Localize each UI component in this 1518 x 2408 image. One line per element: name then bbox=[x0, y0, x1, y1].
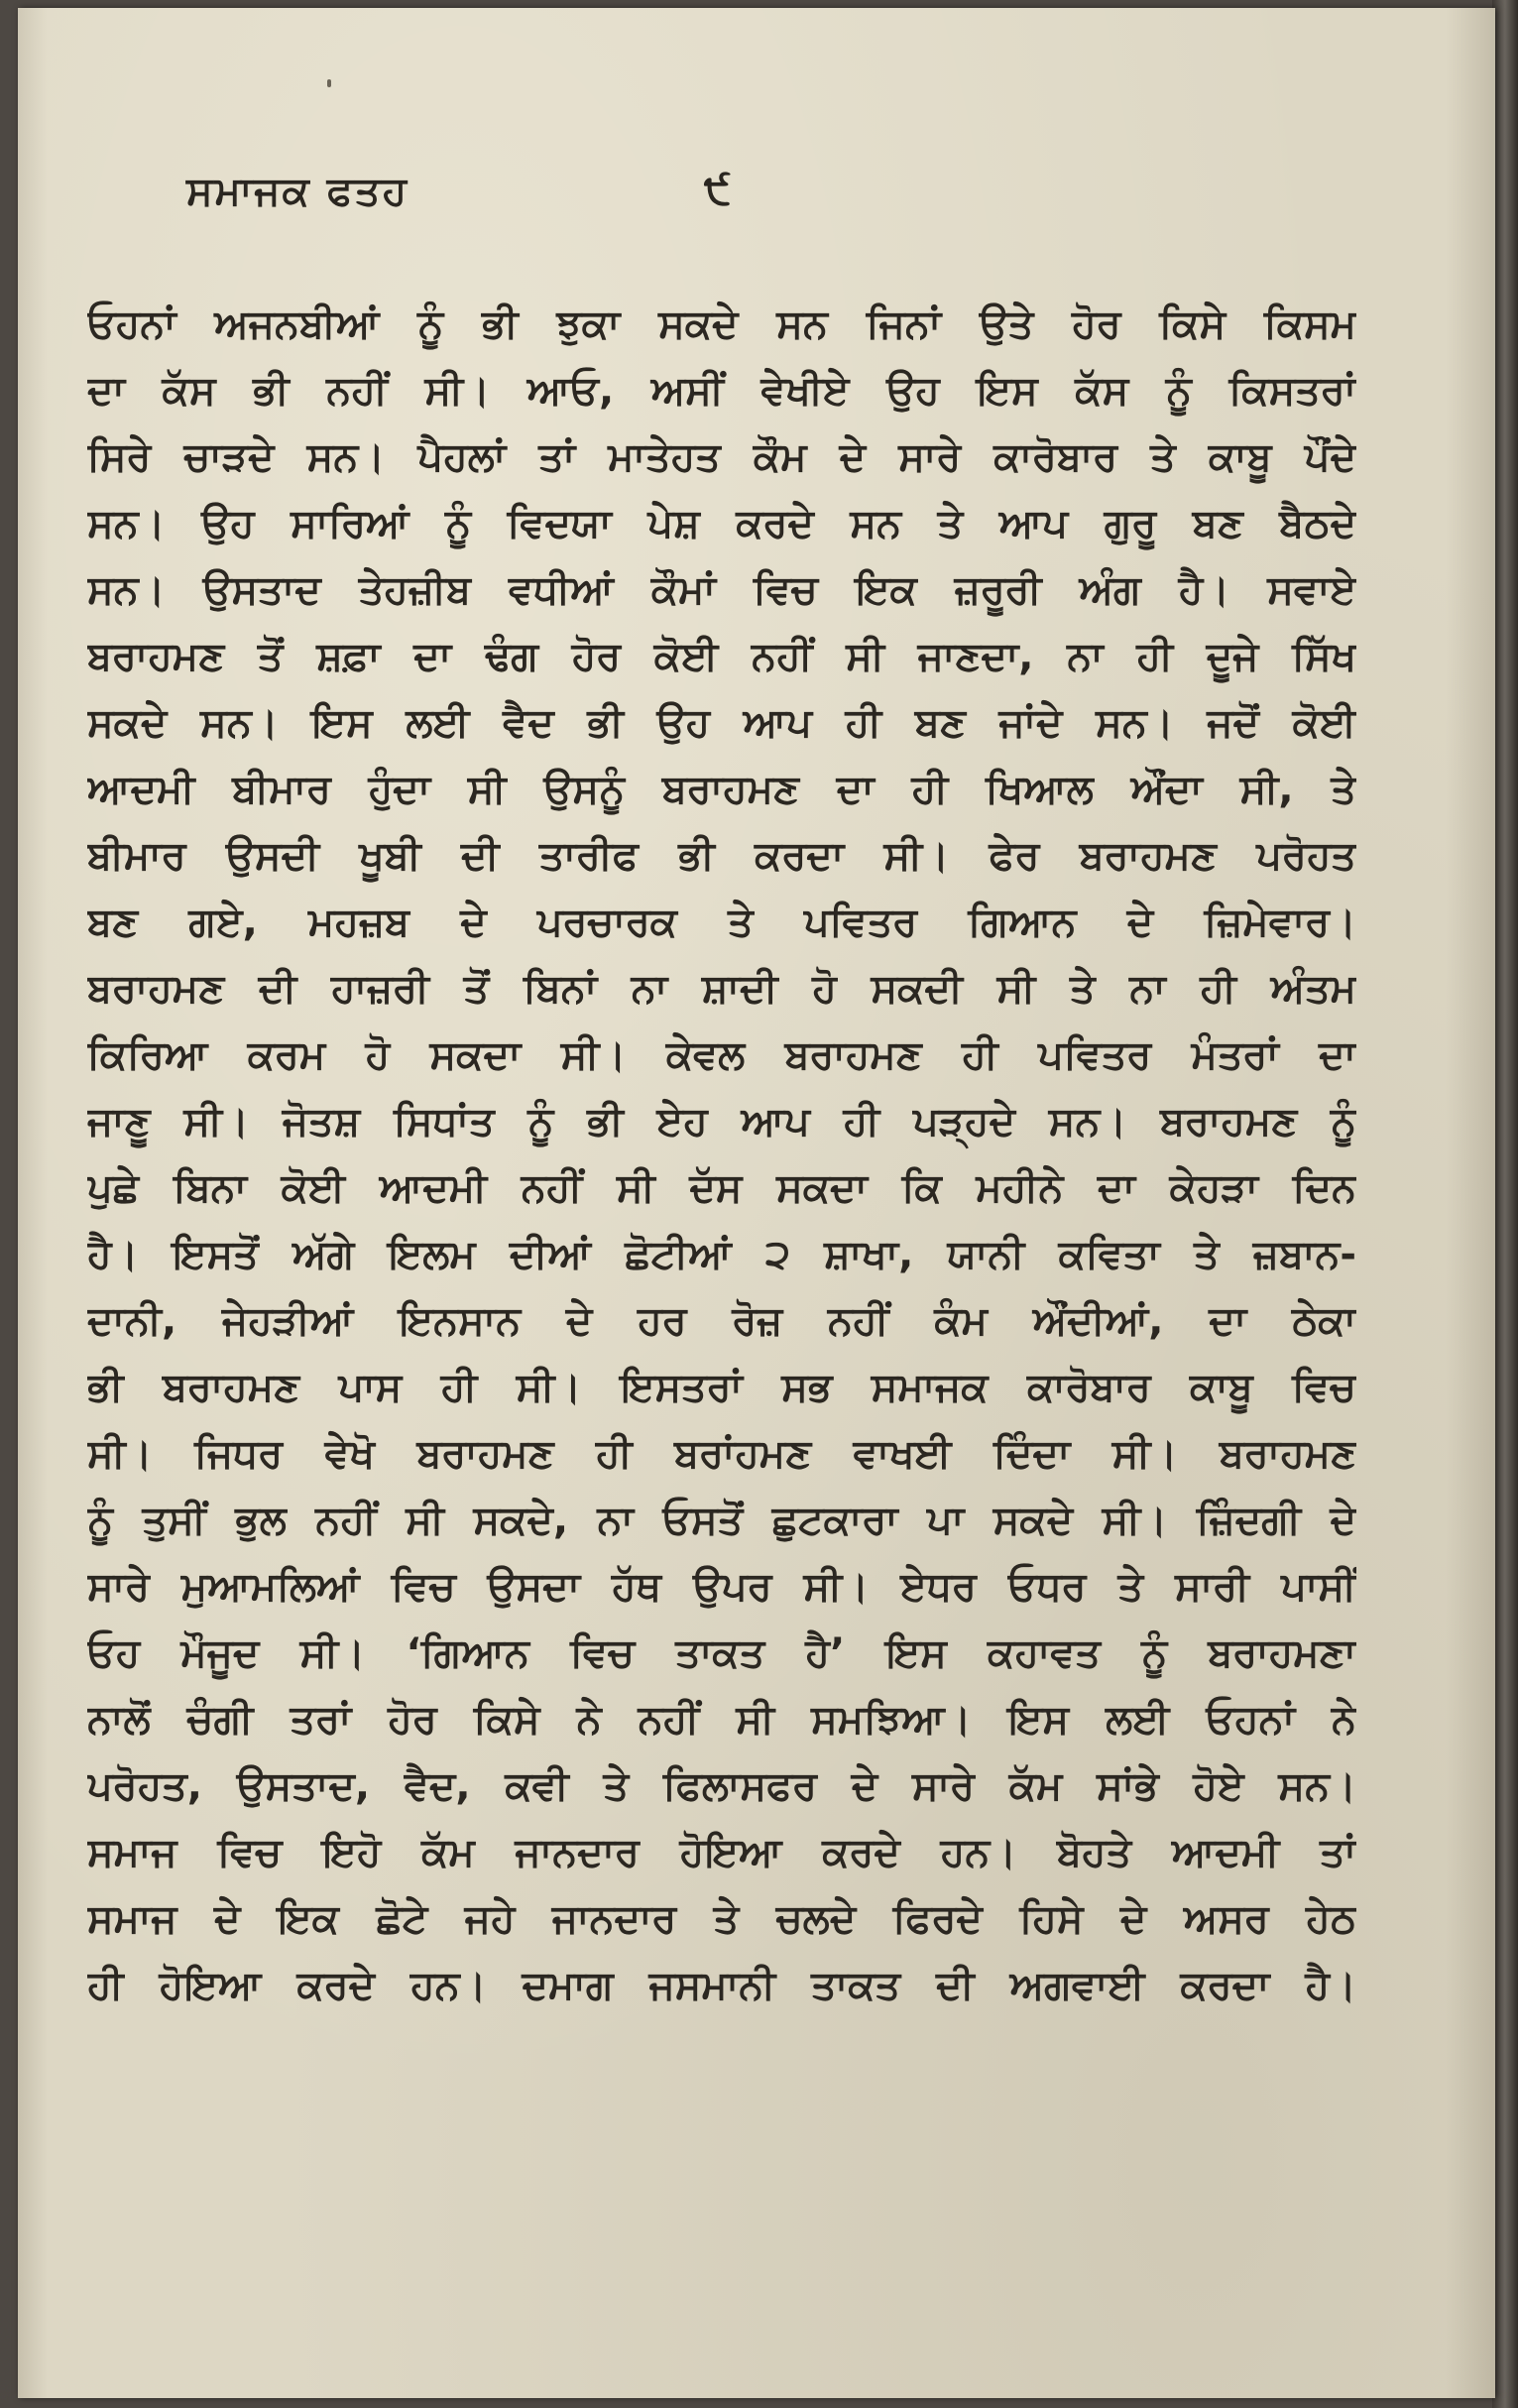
text-line: ਦਾ ਕੱਸ ਭੀ ਨਹੀਂ ਸੀ। ਆਓ, ਅਸੀਂ ਵੇਖੀਏ ਉਹ ਇਸ ਕੱਸ ਨੂੰ ਕਿਸਤਰਾਂ bbox=[87, 368, 1356, 414]
text-line: ਨਾਲੋਂ ਚੰਗੀ ਤਰਾਂ ਹੋਰ ਕਿਸੇ ਨੇ ਨਹੀਂ ਸੀ ਸਮਝਿਆ। ਇਸ ਲਈ ਓਹਨਾਂ ਨੇ bbox=[87, 1697, 1356, 1743]
page-number: ੯ bbox=[704, 165, 732, 213]
text-line: ਸਮਾਜ ਦੇ ਇਕ ਛੋਟੇ ਜਹੇ ਜਾਨਦਾਰ ਤੇ ਚਲਦੇ ਫਿਰਦੇ ਹਿਸੇ ਦੇ ਅਸਰ ਹੇਠ bbox=[87, 1896, 1356, 1942]
text-line: ਪਰੋਹਤ, ਉਸਤਾਦ, ਵੈਦ, ਕਵੀ ਤੇ ਫਿਲਾਸਫਰ ਦੇ ਸਾਰੇ ਕੱਮ ਸਾਂਭੇ ਹੋਏ ਸਨ। bbox=[87, 1763, 1356, 1809]
text-line: ਨੂੰ ਤੁਸੀਂ ਭੁਲ ਨਹੀਂ ਸੀ ਸਕਦੇ, ਨਾ ਓਸਤੋਂ ਛੁਟਕਾਰਾ ਪਾ ਸਕਦੇ ਸੀ। ਜ਼ਿੰਦਗੀ ਦੇ bbox=[87, 1498, 1356, 1543]
text-line: ਸਾਰੇ ਮੁਆਮਲਿਆਂ ਵਿਚ ਉਸਦਾ ਹੱਥ ਉਪਰ ਸੀ। ਏਧਰ ਓਧਰ ਤੇ ਸਾਰੀ ਪਾਸੀਂ bbox=[87, 1564, 1356, 1610]
text-line: ਬਣ ਗਏ, ਮਹਜ਼ਬ ਦੇ ਪਰਚਾਰਕ ਤੇ ਪਵਿਤਰ ਗਿਆਨ ਦੇ ਜ਼ਿਮੇਵਾਰ। bbox=[87, 900, 1356, 945]
text-line: ਓਹ ਮੌਜੂਦ ਸੀ। ‘ਗਿਆਨ ਵਿਚ ਤਾਕਤ ਹੈ’ ਇਸ ਕਹਾਵਤ ਨੂੰ ਬਰਾਹਮਣਾ bbox=[87, 1630, 1356, 1676]
text-line: ਭੀ ਬਰਾਹਮਣ ਪਾਸ ਹੀ ਸੀ। ਇਸਤਰਾਂ ਸਭ ਸਮਾਜਕ ਕਾਰੋਬਾਰ ਕਾਬੂ ਵਿਚ bbox=[87, 1365, 1356, 1410]
text-line: ਬੀਮਾਰ ਉਸਦੀ ਖੂਬੀ ਦੀ ਤਾਰੀਫ ਭੀ ਕਰਦਾ ਸੀ। ਫੇਰ ਬਰਾਹਮਣ ਪਰੋਹਤ bbox=[87, 833, 1356, 879]
text-line: ਦਾਨੀ, ਜੇਹੜੀਆਂ ਇਨਸਾਨ ਦੇ ਹਰ ਰੋਜ਼ ਨਹੀਂ ਕੰਮ ਔਂਦੀਆਂ, ਦਾ ਠੇਕਾ bbox=[87, 1298, 1356, 1344]
text-line: ਸਨ। ਉਸਤਾਦ ਤੇਹਜ਼ੀਬ ਵਧੀਆਂ ਕੌਮਾਂ ਵਿਚ ਇਕ ਜ਼ਰੂਰੀ ਅੰਗ ਹੈ। ਸਵਾਏ bbox=[87, 567, 1356, 613]
book-page bbox=[18, 8, 1495, 2398]
text-line: ਓਹਨਾਂ ਅਜਨਬੀਆਂ ਨੂੰ ਭੀ ਝੁਕਾ ਸਕਦੇ ਸਨ ਜਿਨਾਂ ਉਤੇ ਹੋਰ ਕਿਸੇ ਕਿਸਮ bbox=[87, 301, 1356, 347]
text-line: ਆਦਮੀ ਬੀਮਾਰ ਹੁੰਦਾ ਸੀ ਉਸਨੂੰ ਬਰਾਹਮਣ ਦਾ ਹੀ ਖਿਆਲ ਔਂਦਾ ਸੀ, ਤੇ bbox=[87, 767, 1356, 812]
book-edge bbox=[1492, 0, 1518, 2408]
text-line: ਹੀ ਹੋਇਆ ਕਰਦੇ ਹਨ। ਦਮਾਗ ਜਸਮਾਨੀ ਤਾਕਤ ਦੀ ਅਗਵਾਈ ਕਰਦਾ ਹੈ। bbox=[87, 1963, 1356, 2008]
text-line: ਕਿਰਿਆ ਕਰਮ ਹੋ ਸਕਦਾ ਸੀ। ਕੇਵਲ ਬਰਾਹਮਣ ਹੀ ਪਵਿਤਰ ਮੰਤਰਾਂ ਦਾ bbox=[87, 1032, 1356, 1078]
running-head: ਸਮਾਜਕ ਫਤਹ bbox=[186, 169, 409, 214]
text-line: ਬਰਾਹਮਣ ਦੀ ਹਾਜ਼ਰੀ ਤੋਂ ਬਿਨਾਂ ਨਾ ਸ਼ਾਦੀ ਹੋ ਸਕਦੀ ਸੀ ਤੇ ਨਾ ਹੀ ਅੰਤਮ bbox=[87, 966, 1356, 1012]
text-line: ਸਮਾਜ ਵਿਚ ਇਹੋ ਕੱਮ ਜਾਨਦਾਰ ਹੋਇਆ ਕਰਦੇ ਹਨ। ਬੋਹਤੇ ਆਦਮੀ ਤਾਂ bbox=[87, 1830, 1356, 1875]
body-text bbox=[87, 292, 1356, 2019]
text-line: ਜਾਣੂ ਸੀ। ਜੋਤਸ਼ ਸਿਧਾਂਤ ਨੂੰ ਭੀ ਏਹ ਆਪ ਹੀ ਪੜ੍ਹਦੇ ਸਨ। ਬਰਾਹਮਣ ਨੂੰ bbox=[87, 1099, 1356, 1144]
text-line: ਹੈ। ਇਸਤੋਂ ਅੱਗੇ ਇਲਮ ਦੀਆਂ ਛੋਟੀਆਂ ੨ ਸ਼ਾਖਾ, ਯਾਨੀ ਕਵਿਤਾ ਤੇ ਜ਼ਬਾਨ- bbox=[87, 1232, 1356, 1277]
text-line: ਸਨ। ਉਹ ਸਾਰਿਆਂ ਨੂੰ ਵਿਦਯਾ ਪੇਸ਼ ਕਰਦੇ ਸਨ ਤੇ ਆਪ ਗੁਰੂ ਬਣ ਬੈਠਦੇ bbox=[87, 501, 1356, 546]
text-line: ਬਰਾਹਮਣ ਤੋਂ ਸ਼ਫ਼ਾ ਦਾ ਢੰਗ ਹੋਰ ਕੋਈ ਨਹੀਂ ਸੀ ਜਾਣਦਾ, ਨਾ ਹੀ ਦੂਜੇ ਸਿੱਖ bbox=[87, 634, 1356, 679]
text-line: ਸੀ। ਜਿਧਰ ਵੇਖੋ ਬਰਾਹਮਣ ਹੀ ਬਰਾਂਹਮਣ ਵਾਖਈ ਦਿੰਦਾ ਸੀ। ਬਰਾਹਮਣ bbox=[87, 1431, 1356, 1477]
text-line: ਪੁਛੇ ਬਿਨਾ ਕੋਈ ਆਦਮੀ ਨਹੀਂ ਸੀ ਦੱਸ ਸਕਦਾ ਕਿ ਮਹੀਨੇ ਦਾ ਕੇਹੜਾ ਦਿਨ bbox=[87, 1165, 1356, 1211]
ink-speck bbox=[327, 79, 331, 87]
text-line: ਸਕਦੇ ਸਨ। ਇਸ ਲਈ ਵੈਦ ਭੀ ਉਹ ਆਪ ਹੀ ਬਣ ਜਾਂਦੇ ਸਨ। ਜਦੋਂ ਕੋਈ bbox=[87, 700, 1356, 746]
text-line: ਸਿਰੇ ਚਾੜਦੇ ਸਨ। ਪੈਹਲਾਂ ਤਾਂ ਮਾਤੇਹਤ ਕੌਮ ਦੇ ਸਾਰੇ ਕਾਰੋਬਾਰ ਤੇ ਕਾਬੂ ਪੌਂਦੇ bbox=[87, 434, 1356, 480]
